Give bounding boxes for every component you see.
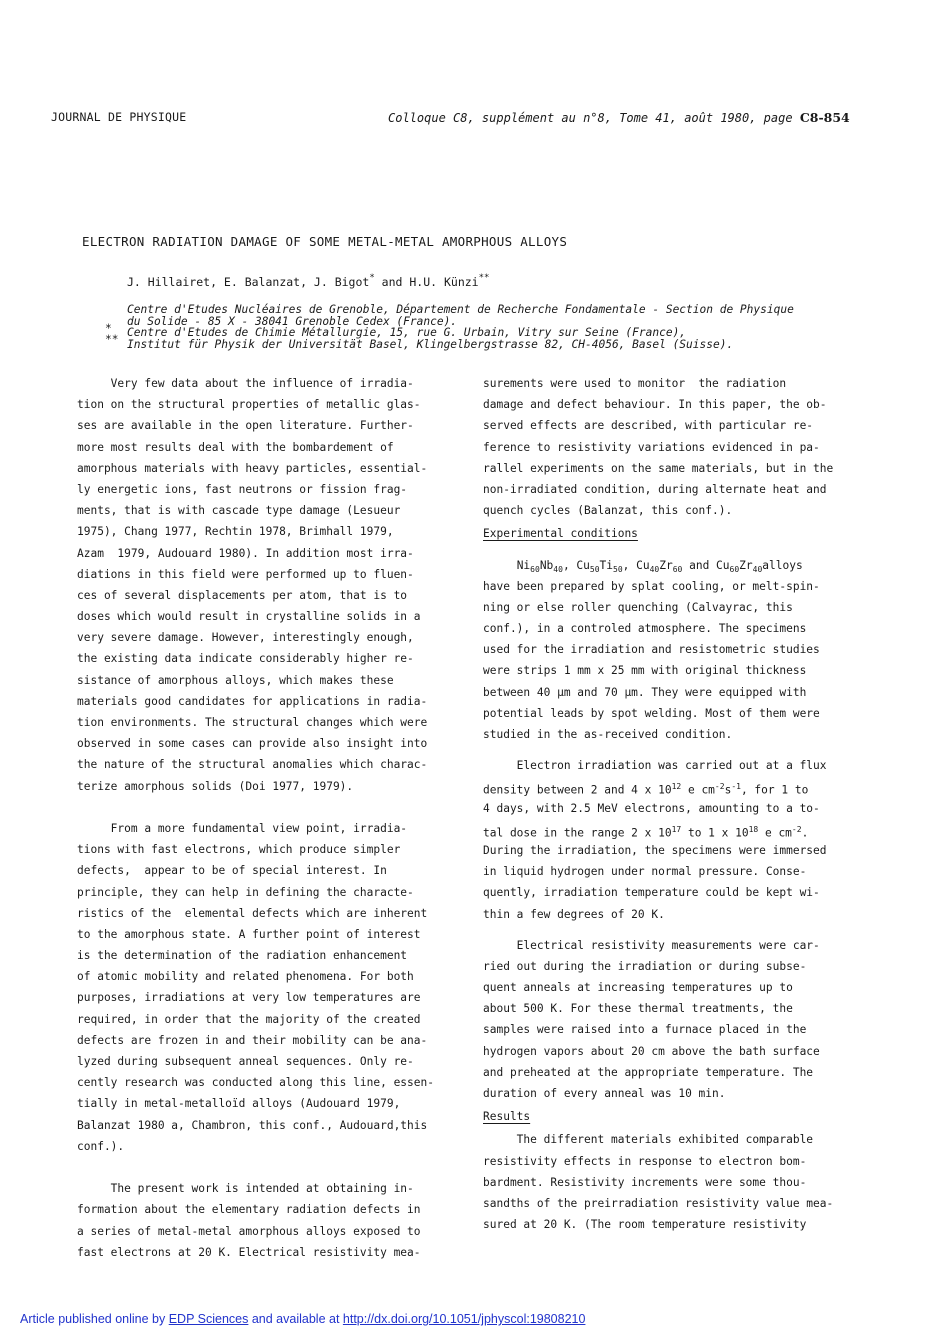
author-list xyxy=(127,273,489,289)
text-line: rallel experiments on the same materials, but in the xyxy=(483,461,834,475)
text-line: surements were used to monitor the radiation xyxy=(483,377,787,390)
text-line: bardment. Resistivity increments were some thou- xyxy=(483,1175,807,1189)
text-line: about 500 K. For these thermal treatments, the xyxy=(483,1002,793,1016)
text-line: used for the irradiation and resistometric studies xyxy=(483,643,820,657)
text-line: tions with fast electrons, which produce simpler xyxy=(77,843,401,857)
text-line: more most results deal with the bombardement of xyxy=(77,440,394,454)
text-line: Balanzat 1980 a, Chambron, this conf., Audouard,this xyxy=(77,1118,428,1132)
text-line: quently, irradiation temperature could be kept wi- xyxy=(483,886,820,900)
text-line: resistivity effects in response to electron bom- xyxy=(483,1154,807,1168)
text-line: ning or else roller quenching (Calvayrac, this xyxy=(483,600,793,614)
text-line: potential leads by spot welding. Most of them were xyxy=(483,706,820,720)
footnote-mark: ** xyxy=(478,273,490,283)
text-line: tially in metal-metalloïd alloys (Audouard 1979, xyxy=(77,1097,401,1111)
text-line: the nature of the structural anomalies which charac- xyxy=(77,758,428,772)
text-line: to the amorphous state. A further point of interest xyxy=(77,927,421,941)
affiliations xyxy=(105,303,887,351)
text-line: principle, they can help in defining the characte- xyxy=(77,885,414,899)
text-line: The present work is intended at obtaining in- xyxy=(77,1182,414,1196)
text-line: Electrical resistivity measurements were car- xyxy=(483,938,820,952)
text-line: 4 days, with 2.5 MeV electrons, amounting to a to- xyxy=(483,801,820,815)
text-line: 1975), Chang 1977, Rechtin 1978, Brimhall 1979, xyxy=(77,525,394,539)
text-line: lyzed during subsequent anneal sequences. Only re- xyxy=(77,1055,414,1068)
text-line: fast electrons at 20 K. Electrical resistivity mea- xyxy=(77,1245,421,1259)
section-heading-experimental: Experimental conditions xyxy=(483,527,638,541)
text-line: defects, appear to be of special interest. In xyxy=(77,864,387,878)
text-line: defects are frozen in and their mobility can be ana- xyxy=(77,1033,428,1047)
text-line: sured at 20 K. (The room temperature resistivity xyxy=(483,1218,807,1232)
text-line: ly energetic ions, fast neutrons or fission frag- xyxy=(77,482,408,496)
text-line: conf.), in a controled atmosphere. The specimens xyxy=(483,622,807,636)
text-line: between 40 µm and 70 µm. They were equipped with xyxy=(483,685,807,699)
text-line: sandths of the preirradiation resistivity value mea- xyxy=(483,1196,834,1210)
text-line: thin a few degrees of 20 K. xyxy=(483,907,665,921)
text-line: studied in the as-received condition. xyxy=(483,728,733,741)
text-line: is the determination of the radiation enhancement xyxy=(77,949,408,963)
text-line: a series of metal-metal amorphous alloys exposed to xyxy=(77,1224,421,1238)
text-line: quent anneals at increasing temperatures up to xyxy=(483,981,793,995)
text-line: amorphous materials with heavy particles, essential- xyxy=(77,461,428,475)
footer-text: Article published online by xyxy=(20,1312,169,1326)
text-line: tion on the structural properties of metallic glas- xyxy=(77,398,421,412)
journal-name: JOURNAL DE PHYSIQUE xyxy=(51,110,187,124)
text-line: density between 2 and 4 x $10^{12}$ e $cm^{-2}s^{-1}$, for 1 to xyxy=(483,782,809,798)
text-line: The different materials exhibited comparable xyxy=(483,1133,814,1147)
text-line: very severe damage. However, interestingly enough, xyxy=(77,631,414,645)
footnote-mark: * xyxy=(369,273,375,283)
text-line: Very few data about the influence of irradia- xyxy=(77,377,414,390)
affiliation-line: Institut für Physik der Universität Basel, Klingelbergstrasse 82, CH-4056, Basel (Suisse). xyxy=(127,337,734,351)
text-line: From a more fundamental view point, irradia- xyxy=(77,821,408,835)
footnote-mark: * xyxy=(105,321,112,335)
text-line: doses which would result in crystalline solids in a xyxy=(77,610,421,624)
text-line: duration of every anneal was 10 min. xyxy=(483,1087,726,1100)
text-line: non-irradiated condition, during alternate heat and xyxy=(483,482,827,496)
section-heading-results: Results xyxy=(483,1110,531,1124)
text-line: diations in this field were performed up to fluen- xyxy=(77,567,414,581)
text-line: formation about the elementary radiation defects in xyxy=(77,1203,421,1217)
text-line: in liquid hydrogen under normal pressure. Conse- xyxy=(483,865,807,879)
affiliation-line: du Solide - 85 X - 38041 Grenoble Cedex (France). xyxy=(127,314,458,328)
text-line: of atomic mobility and related phenomena. For both xyxy=(77,970,414,984)
text-line: required, in order that the majority of the created xyxy=(77,1012,421,1026)
text-line: purposes, irradiations at very low temperatures are xyxy=(77,991,421,1005)
text-line: and preheated at the appropriate temperature. The xyxy=(483,1065,814,1079)
text-line: ference to resistivity variations evidenced in pa- xyxy=(483,440,820,454)
publisher-link[interactable]: EDP Sciences xyxy=(168,1312,249,1326)
text-line: cently research was conducted along this line, essen- xyxy=(77,1076,434,1090)
page-number: C8-854 xyxy=(799,110,850,125)
text-line: observed in some cases can provide also insight into xyxy=(77,737,428,751)
colloque-text: Colloque C8, supplément au n°8, Tome 41, août 1980, page xyxy=(388,111,793,125)
author-names-2: and H.U. Künzi xyxy=(374,275,479,289)
text-line: tion environments. The structural changes which were xyxy=(77,716,428,729)
footnote-mark: ** xyxy=(105,333,119,346)
author-names: J. Hillairet, E. Balanzat, J. Bigot xyxy=(127,275,370,289)
text-line: samples were raised into a furnace placed in the xyxy=(483,1023,807,1037)
text-line: damage and defect behaviour. In this paper, the ob- xyxy=(483,398,827,412)
text-line: During the irradiation, the specimens were immersed xyxy=(483,843,827,857)
resistivity-paragraph xyxy=(483,935,833,1105)
footer-text: and available at xyxy=(248,1312,343,1326)
text-line: the existing data indicate considerably higher re- xyxy=(77,652,414,666)
issue-info xyxy=(388,110,850,125)
text-line: sistance of amorphous alloys, which makes these xyxy=(77,673,394,687)
text-line: terize amorphous solids (Doi 1977, 1979). xyxy=(77,779,354,793)
text-line: ments, that is with cascade type damage (Lesueur xyxy=(77,504,401,518)
text-line: tal dose in the range 2 x $10^{17}$ to 1 x $10^{18}$ e $cm^{-2}$. xyxy=(483,824,809,840)
text-line: Azam 1979, Audouard 1980). In addition most irra- xyxy=(77,546,414,560)
doi-link[interactable]: http://dx.doi.org/10.1051/jphyscol:19808210 xyxy=(342,1312,586,1326)
text-line: ces of several displacements per atom, that is to xyxy=(77,588,408,602)
text-line: were strips 1 mm x 25 mm with original thickness xyxy=(483,664,807,678)
right-column xyxy=(483,373,833,1235)
text-line: materials good candidates for applications in radia- xyxy=(77,694,428,708)
paper-title: ELECTRON RADIATION DAMAGE OF SOME METAL-METAL AMORPHOUS ALLOYS xyxy=(82,234,568,249)
irradiation-paragraph xyxy=(483,755,833,925)
text-line: served effects are described, with particular re- xyxy=(483,419,814,433)
text-line: have been prepared by splat cooling, or melt-spin- xyxy=(483,579,820,593)
left-column xyxy=(77,373,434,1263)
affiliation-line: Centre d'Etudes Nucléaires de Grenoble, Département de Recherche Fondamentale - Section de Physique xyxy=(127,303,794,316)
text-line: ristics of the elemental defects which are inherent xyxy=(77,906,428,920)
intro-paragraph xyxy=(483,373,833,521)
publication-footer xyxy=(20,1312,585,1326)
results-paragraph xyxy=(483,1129,833,1235)
alloy-list: $Ni_{60}Nb_{40}$, $Cu_{50}Ti_{50}$, $Cu_{40}Zr_{60}$ and $Cu_{60}Zr_{40}alloys$ xyxy=(516,558,803,574)
text-line: Electron irradiation was carried out at a flux xyxy=(483,759,827,773)
affiliation-line: Centre d'Etudes de Chimie Métallurgie, 15, rue G. Urbain, Vitry sur Seine (France), xyxy=(127,326,687,339)
text-line: ried out during the irradiation or during subse- xyxy=(483,959,807,973)
paragraph-gap xyxy=(77,1157,434,1178)
experimental-paragraph xyxy=(483,576,833,746)
text-line: quench cycles (Balanzat, this conf.). xyxy=(483,504,733,518)
text-line: conf.). xyxy=(77,1139,125,1153)
paragraph-gap xyxy=(77,797,434,818)
text-line: ses are available in the open literature. Further- xyxy=(77,419,414,433)
text-line: hydrogen vapors about 20 cm above the bath surface xyxy=(483,1044,820,1058)
